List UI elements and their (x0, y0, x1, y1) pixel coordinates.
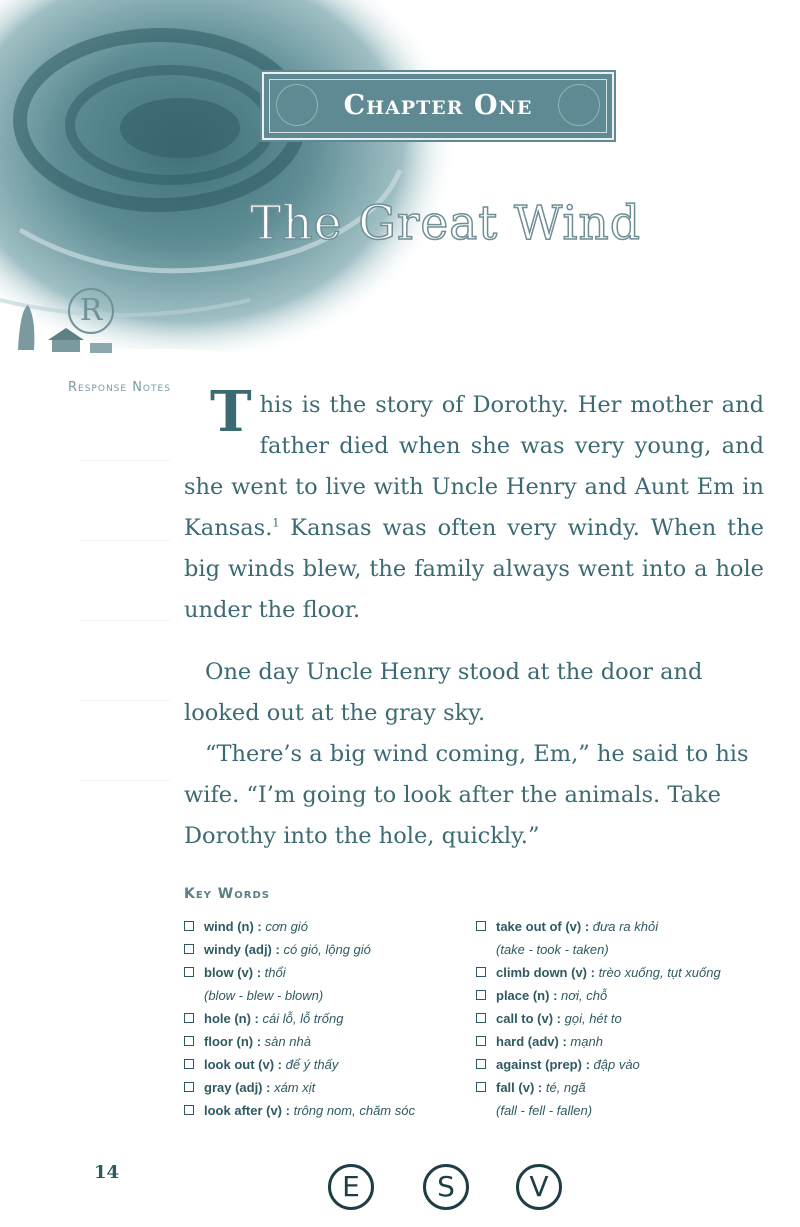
key-word-term: floor (n) : (204, 1034, 262, 1049)
note-line (80, 460, 170, 461)
key-word-forms: (blow - blew - blown) (204, 988, 324, 1003)
response-notes-label: Response Notes (68, 380, 171, 395)
checkbox-icon[interactable] (184, 921, 194, 931)
key-word-term: climb down (v) : (496, 965, 595, 980)
checkbox-icon[interactable] (184, 967, 194, 977)
checkbox-icon[interactable] (476, 967, 486, 977)
key-word-item[interactable] (184, 1076, 474, 1099)
checkbox-icon[interactable] (184, 1036, 194, 1046)
key-word-item[interactable] (476, 1030, 786, 1053)
note-line (80, 620, 170, 621)
key-word-item[interactable] (184, 961, 474, 984)
chapter-title: The Great Wind (250, 196, 641, 251)
note-line (80, 540, 170, 541)
key-word-definition: cơn gió (261, 919, 308, 934)
key-word-item[interactable] (184, 938, 474, 961)
chapter-banner (262, 72, 614, 140)
checkbox-icon[interactable] (476, 1059, 486, 1069)
key-word-term: gray (adj) : (204, 1080, 271, 1095)
checkbox-icon[interactable] (476, 921, 486, 931)
story-paragraph: “There’s a big wind coming, Em,” he said to his wife. “I’m going to look after the animals. Take Dorothy into the hole, quickly.” (184, 741, 749, 849)
chapter-label: Chapter One (343, 90, 533, 121)
checkbox-icon[interactable] (476, 1082, 486, 1092)
drop-cap: T (210, 379, 252, 445)
key-word-item[interactable] (476, 1053, 786, 1076)
key-word-item[interactable] (184, 1007, 474, 1030)
key-word-term: take out of (v) : (496, 919, 590, 934)
key-words-right-column (476, 915, 786, 1122)
key-word-definition: té, ngã (542, 1080, 586, 1095)
key-word-item[interactable] (476, 961, 786, 984)
key-word-term: fall (v) : (496, 1080, 543, 1095)
key-word-term: wind (n) : (204, 919, 262, 934)
key-word-term: place (n) : (496, 988, 558, 1003)
checkbox-icon[interactable] (184, 1105, 194, 1115)
key-word-definition: thổi (261, 965, 286, 980)
key-word-definition: đưa ra khỏi (589, 919, 659, 934)
key-word-term: hard (adv) : (496, 1034, 567, 1049)
key-word-term: against (prep) : (496, 1057, 590, 1072)
story-text-span: Kansas was often very windy. When the big winds blew, the family always went into a hole under the floor. (184, 515, 764, 623)
key-words-left-column (184, 915, 474, 1122)
checkbox-icon[interactable] (476, 990, 486, 1000)
key-word-definition: trông nom, chăm sóc (289, 1103, 415, 1118)
checkbox-icon[interactable] (184, 1082, 194, 1092)
circle-letter-e-icon: E (328, 1164, 374, 1210)
note-line (80, 780, 170, 781)
key-word-term: hole (n) : (204, 1011, 259, 1026)
checkbox-icon[interactable] (184, 1013, 194, 1023)
circle-letter-s-icon: S (423, 1164, 469, 1210)
checkbox-icon[interactable] (476, 1036, 486, 1046)
story-paragraph: One day Uncle Henry stood at the door and looked out at the gray sky. (184, 659, 703, 726)
key-word-item[interactable] (184, 915, 474, 938)
key-word-forms: (fall - fell - fallen) (496, 1103, 593, 1118)
key-word-term: look out (v) : (204, 1057, 282, 1072)
key-word-item[interactable] (476, 1007, 786, 1030)
key-word-item[interactable] (476, 984, 786, 1007)
key-word-term: look after (v) : (204, 1103, 290, 1118)
story-text (184, 379, 764, 857)
key-word-term: blow (v) : (204, 965, 262, 980)
registered-icon: R (68, 288, 114, 334)
key-word-item[interactable] (184, 1099, 474, 1122)
story-text-span: his is the story of Dorothy. Her mother and father died when she was very young, and she went to live with Uncle Henry and Aunt Em in Kansas. (184, 392, 764, 541)
story-paragraph (184, 379, 764, 631)
circle-letter-v-icon: V (516, 1164, 562, 1210)
key-word-definition: đập vào (589, 1057, 640, 1072)
key-word-item[interactable] (184, 1053, 474, 1076)
key-word-definition: nơi, chỗ (557, 988, 608, 1003)
key-word-definition: xám xịt (270, 1080, 316, 1095)
key-words-title: Key Words (184, 886, 270, 902)
key-word-definition: mạnh (566, 1034, 603, 1049)
key-word-term: windy (adj) : (204, 942, 280, 957)
key-word-term: call to (v) : (496, 1011, 562, 1026)
checkbox-icon[interactable] (184, 944, 194, 954)
key-word-definition: trèo xuống, tụt xuống (594, 965, 721, 980)
checkbox-icon[interactable] (476, 1013, 486, 1023)
key-word-definition: cái lỗ, lỗ trống (258, 1011, 344, 1026)
key-word-definition: để ý thấy (282, 1057, 339, 1072)
key-word-definition: sàn nhà (261, 1034, 311, 1049)
key-word-item[interactable] (184, 1030, 474, 1053)
checkbox-icon[interactable] (184, 1059, 194, 1069)
key-word-definition: gọi, hét to (561, 1011, 622, 1026)
key-word-item[interactable] (476, 1076, 786, 1099)
key-word-item[interactable] (476, 915, 786, 938)
key-word-forms: (take - took - taken) (496, 942, 609, 957)
note-line (80, 700, 170, 701)
key-word-definition: có gió, lộng gió (279, 942, 371, 957)
footnote-mark: 1 (272, 516, 280, 530)
page-number: 14 (94, 1162, 120, 1183)
